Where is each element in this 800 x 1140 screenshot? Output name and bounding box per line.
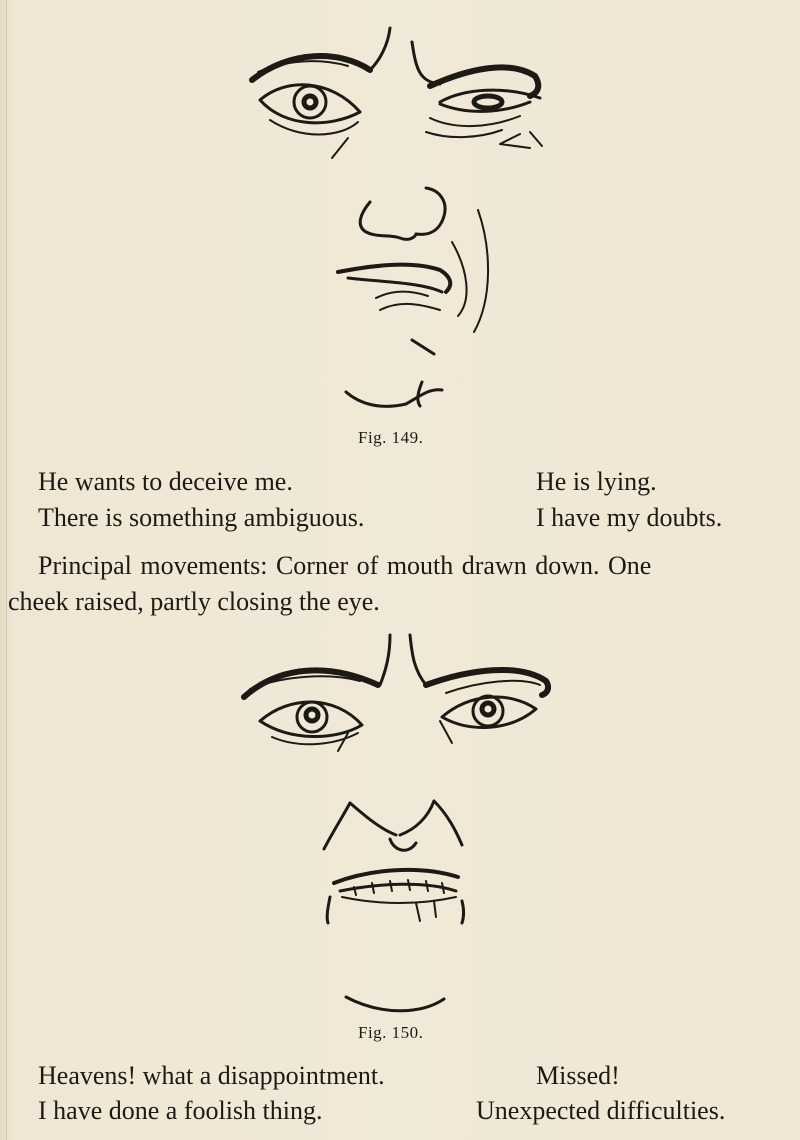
expression-line: Unexpected difficulties. — [476, 1096, 726, 1125]
figure-150-illustration — [230, 625, 570, 1025]
page-edge — [6, 0, 7, 1140]
expression-line: He is lying. — [536, 467, 657, 496]
description-text: cheek raised, partly closing the eye. — [8, 587, 380, 616]
figure-149-illustration — [230, 20, 570, 420]
expression-line: I have my doubts. — [536, 503, 723, 532]
expression-line: I have done a foolish thing. — [38, 1096, 323, 1125]
expression-line: Heavens! what a disappointment. — [38, 1061, 385, 1090]
expression-line: Missed! — [536, 1061, 620, 1090]
expression-line: There is something ambiguous. — [38, 503, 365, 532]
expression-line: He wants to deceive me. — [38, 467, 293, 496]
description-text: Principal movements: Corner of mouth drawn down. One — [38, 551, 652, 580]
figure-caption: Fig. 149. — [358, 428, 424, 447]
figure-caption: Fig. 150. — [358, 1023, 424, 1042]
